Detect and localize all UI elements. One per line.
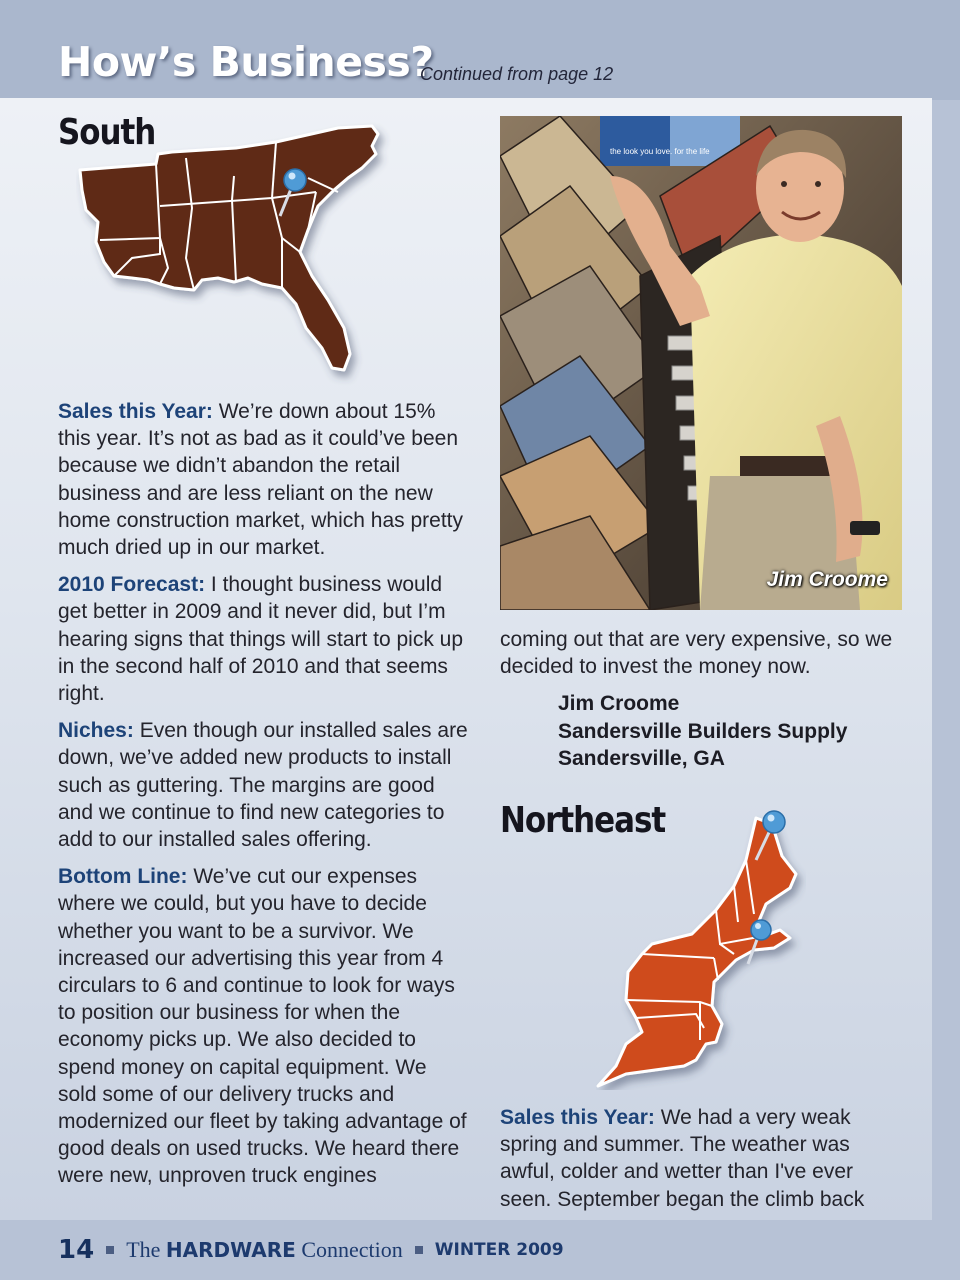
square-bullet-icon xyxy=(415,1246,423,1254)
signature-name: Jim Croome xyxy=(558,692,680,716)
paragraph-lead: Sales this Year: xyxy=(58,400,213,423)
northeast-paragraph xyxy=(500,1104,910,1213)
region-heading-south: South xyxy=(58,112,156,153)
paragraph-lead: Niches: xyxy=(58,719,134,743)
magazine-name-the: The xyxy=(126,1237,161,1262)
paragraph-lead: Bottom Line: xyxy=(58,865,188,889)
paragraph-text: We had a very weak spring and summer. The weather was awful, colder and wetter than I've ever seen. September began the climb back xyxy=(500,1106,865,1211)
south-paragraph xyxy=(58,398,468,561)
continuation-column xyxy=(500,626,910,772)
paragraph-text: We’re down about 15% this year. It’s not as bad as it could’ve been because we didn’t abandon the retail business and are less reliant on the new home construction market, which has pretty much dried up in our market. xyxy=(58,400,464,560)
south-map-shape xyxy=(80,126,378,370)
south-article-column xyxy=(58,398,468,1200)
northeast-article-column xyxy=(500,1104,910,1223)
magazine-name-connection: Connection xyxy=(301,1237,403,1262)
square-bullet-icon xyxy=(106,1246,114,1254)
northeast-map-shape xyxy=(598,818,796,1086)
south-paragraph xyxy=(58,863,468,1189)
magazine-name xyxy=(126,1237,403,1263)
south-paragraph xyxy=(58,571,468,707)
signature-location: Sandersville, GA xyxy=(558,746,725,770)
northeast-region-map xyxy=(596,804,806,1090)
section-title: How’s Business? xyxy=(58,38,434,86)
south-region-map xyxy=(76,118,396,386)
continued-note: Continued from page 12 xyxy=(420,64,614,84)
page-footer xyxy=(58,1232,564,1268)
region-heading-northeast: Northeast xyxy=(500,800,666,841)
paragraph-text: We’ve cut our expenses where we could, but you have to decide whether you want to be a survivor. We increased our advertising this year from 4 circulars to 6 and continue to look for ways to position our business for when the economy picks up. We also decided to spend money on capital equipment. We sold some of our delivery trucks and modernized our fleet by taking advantage of good deals on used trucks. We heard there were new, unproven truck engines xyxy=(58,865,467,1188)
magazine-name-hardware: HARDWARE xyxy=(165,1238,296,1262)
signature-company: Sandersville Builders Supply xyxy=(558,719,848,743)
photo-jim-croome xyxy=(500,116,902,610)
continuation-paragraph: coming out that are very expensive, so we decided to invest the money now. xyxy=(500,628,893,679)
sign-text: the look you love. for the life xyxy=(610,147,710,156)
south-paragraph xyxy=(58,717,468,853)
paragraph-text: I thought business would get better in 2009 and it never did, but I’m hearing signs that things will start to pick up in the second half of 2010 and that seems right. xyxy=(58,573,464,706)
paragraph-lead: 2010 Forecast: xyxy=(58,573,206,597)
photo-illustration xyxy=(500,116,902,610)
page-number: 14 xyxy=(58,1235,95,1265)
paragraph-text: Even though our installed sales are down, we’ve added new products to install such as guttering. The margins are good and we continue to find new categories to add to our installed sales offering. xyxy=(58,719,468,852)
paragraph-lead: Sales this Year: xyxy=(500,1106,655,1129)
issue-date: WINTER 2009 xyxy=(434,1240,564,1260)
photo-caption: Jim Croome xyxy=(766,568,888,591)
